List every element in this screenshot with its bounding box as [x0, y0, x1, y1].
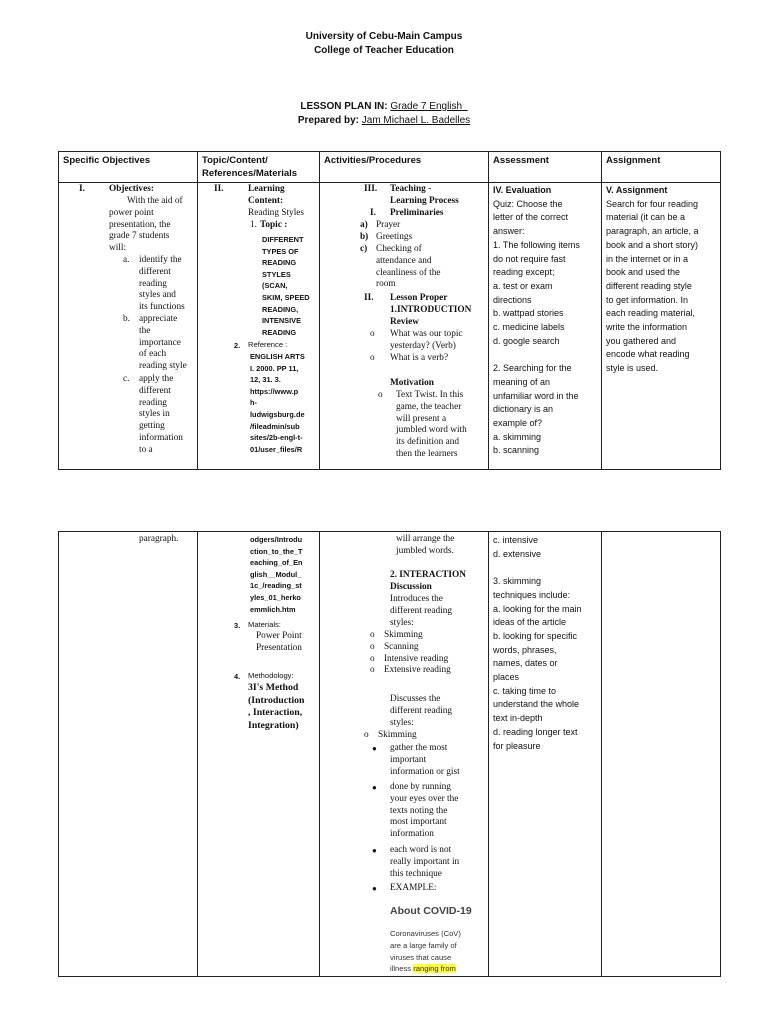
- reference-text: ENGLISH ARTS I. 2000. PP 11, 12, 31. 3. https://www.p h- ludwigsburg.de /fileadmin/sub sites/2b-engl-t- 01/user_files/R: [250, 352, 305, 454]
- prelim-prayer: Prayer: [376, 220, 401, 230]
- reference-label: Reference :: [248, 340, 288, 349]
- introduction-heading: 1.INTRODUCTION Review: [390, 305, 472, 327]
- materials-label: Materials:: [248, 620, 281, 629]
- col-header-activities: Activities/Procedures: [320, 152, 489, 183]
- objective-item-b: appreciate the importance of each reading style: [139, 314, 187, 372]
- prepared-by-value: Jam Michael L. Badelles: [361, 115, 471, 126]
- topic-text: DIFFERENT TYPES OF READING STYLES (SCAN, SKIM, SPEED READING, INTENSIVE READING: [262, 235, 310, 337]
- example-text: Coronaviruses (CoV) are a large family of viruses that cause illness ranging from: [390, 929, 461, 974]
- motivation-text-continued: will arrange the jumbled words.: [396, 534, 455, 556]
- objectives-intro: With the aid of power point presentation, the grade 7 students will:: [109, 196, 183, 254]
- assessment-text-continued: c. intensive d. extensive 3. skimming techniques include: a. looking for the main ideas of the article b. looking for specific words, phrases, names, dates or places c. taking time to understand the whole text in-depth d. reading longer text for pleasure: [493, 535, 582, 751]
- assignment-text: V. Assignment Search for four reading material (it can be a paragraph, an article, a book and a short story) in the internet or in a book and used the different reading style to get information. In each reading material, write the information you gathered and encode what reading style is used.: [606, 185, 699, 374]
- university-name: University of Cebu-Main Campus: [305, 31, 463, 42]
- example-highlight: ranging from: [413, 964, 456, 974]
- objectives-heading: Objectives:: [109, 184, 154, 194]
- learning-content-heading: Learning Content:: [248, 184, 285, 206]
- assignment-heading: V. Assignment: [606, 185, 668, 195]
- objectives-cell-cont: [59, 532, 198, 977]
- skimming-bullet-2: done by running your eyes over the texts noting the most important information: [390, 782, 459, 840]
- introduces-text: Introduces the different reading styles:: [390, 594, 453, 628]
- objective-item-c: apply the different reading styles in getting information to a: [139, 374, 183, 455]
- methodology-text: 3I's Method (Introduction , Interaction, Integration): [248, 682, 305, 731]
- lesson-plan-table-page-1: [58, 151, 721, 470]
- style-scanning: o Scanning: [370, 641, 419, 652]
- style-intensive: o Intensive reading: [370, 653, 449, 664]
- materials-text: Power Point Presentation: [256, 631, 302, 653]
- skimming-bullet-4: EXAMPLE:: [390, 883, 437, 893]
- preliminaries-label: Preliminaries: [390, 208, 444, 218]
- review-question-2: What is a verb?: [390, 353, 449, 363]
- teaching-process-heading: Teaching - Learning Process: [390, 184, 459, 206]
- example-title: About COVID-19: [390, 905, 472, 917]
- content-cell-cont: odgers/Introdu ction_to_the_T eaching_of_En glish__Modul_ 1c_/reading_st yles_01_herko emmlich.htm 3. Materials: Power Point Presentation 4. Methodology: 3I's Method (Introduction , Interaction, Integration): [198, 532, 320, 977]
- evaluation-heading: IV. Evaluation: [493, 185, 552, 195]
- prelim-checking: Checking of attendance and cleanliness of the room: [376, 244, 441, 290]
- methodology-label: Methodology:: [248, 671, 294, 680]
- review-question-1: What was our topic yesterday? (Verb): [390, 329, 463, 351]
- lesson-plan-table-page-2: [58, 531, 721, 977]
- prelim-greetings: Greetings: [376, 232, 413, 242]
- col-header-assignment: Assignment: [602, 152, 721, 183]
- assessment-text: IV. Evaluation Quiz: Choose the letter of the correct answer: 1. The following items do not require fast reading except; a. test or exam directions b. wattpad stories c. medicine labels d. google search 2. Searching for the meaning of an unfamiliar word in the dictionary is an example of? a. skimming b. scanning: [493, 185, 580, 456]
- col-header-objectives: Specific Objectives: [59, 152, 198, 183]
- objectives-cell: I. Objectives: With the aid of power point presentation, the grade 7 students will: a. identify the different reading styles and its functions b. appreciate the importance of each reading style c. apply the different reading styles in getting information to a: [59, 183, 198, 470]
- style-extensive: o Extensive reading: [370, 665, 451, 676]
- reference-text-continued: odgers/Introdu ction_to_the_T eaching_of_En glish__Modul_ 1c_/reading_st yles_01_herko emmlich.htm: [250, 535, 303, 614]
- reading-styles-list: [370, 630, 451, 677]
- assessment-cell-cont: [489, 532, 602, 977]
- skimming-bullet-3: each word is not really important in this technique: [390, 845, 460, 879]
- objective-item-a: identify the different reading styles and its functions: [139, 255, 185, 313]
- motivation-text: Text Twist. In this game, the teacher will present a jumbled word with its definition and then the learners: [396, 390, 467, 459]
- activities-cell-cont: will arrange the jumbled words. 2. INTERACTION Discussion Introduces the different reading styles: o Skimming o Scanning o Intensive reading o Extensive reading Discusses the different reading styles: o Skimming ● gather the most important information or gist ● done by running your eyes over the texts noting the most important information ● each word is not really important in this technique ● EXAMPLE: About COVID-19 Coronaviruses (CoV) are a large family of viruses that cause illness ranging from: [320, 532, 489, 977]
- col-header-assessment: Assessment: [489, 152, 602, 183]
- col-header-topic: Topic/Content/ References/Materials: [198, 152, 320, 183]
- topic-label: Topic :: [260, 220, 288, 230]
- objective-c-continued: paragraph.: [139, 534, 179, 544]
- prepared-by-label: Prepared by:: [297, 115, 359, 126]
- college-name: College of Teacher Education: [314, 45, 454, 56]
- discusses-text: Discusses the different reading styles:: [390, 694, 453, 728]
- style-skimming: o Skimming: [370, 630, 423, 640]
- lesson-plan-label: LESSON PLAN IN:: [300, 101, 388, 112]
- discuss-skimming: o Skimming: [364, 730, 417, 740]
- assessment-cell: [489, 183, 602, 470]
- motivation-heading: Motivation: [390, 378, 434, 388]
- lesson-plan-line: [0, 100, 768, 114]
- lesson-proper-label: Lesson Proper: [390, 293, 448, 303]
- assignment-cell: [602, 183, 721, 470]
- content-subheading: Reading Styles: [248, 208, 305, 218]
- lesson-plan-value: Grade 7 English: [390, 101, 463, 112]
- content-cell: II. Learning Content: Reading Styles 1. Topic : DIFFERENT TYPES OF READING STYLES (SCAN, SKIM, SPEED READING, INTENSIVE READING 2. Reference : ENGLISH ARTS I. 2000. PP 11, 12, 31. 3. https://www.p h- ludwigsburg.de /fileadmin/sub sites/2b-engl-t- 01/user_files/R: [198, 183, 320, 470]
- prepared-by-line: [0, 114, 768, 128]
- skimming-bullet-1: gather the most important information or gist: [390, 743, 460, 777]
- activities-cell: III. Teaching - Learning Process I. Preliminaries a) Prayer b) Greetings c) Checking of attendance and cleanliness of the room II. Lesson Proper 1.INTRODUCTION Review o What was our topic yesterday? (Verb) o What is a verb? Motivation o Text Twist. In this game, the teacher will present a jumbled word with its definition and then the learners: [320, 183, 489, 470]
- interaction-heading: 2. INTERACTION Discussion: [390, 570, 466, 592]
- assignment-cell-cont: [602, 532, 721, 977]
